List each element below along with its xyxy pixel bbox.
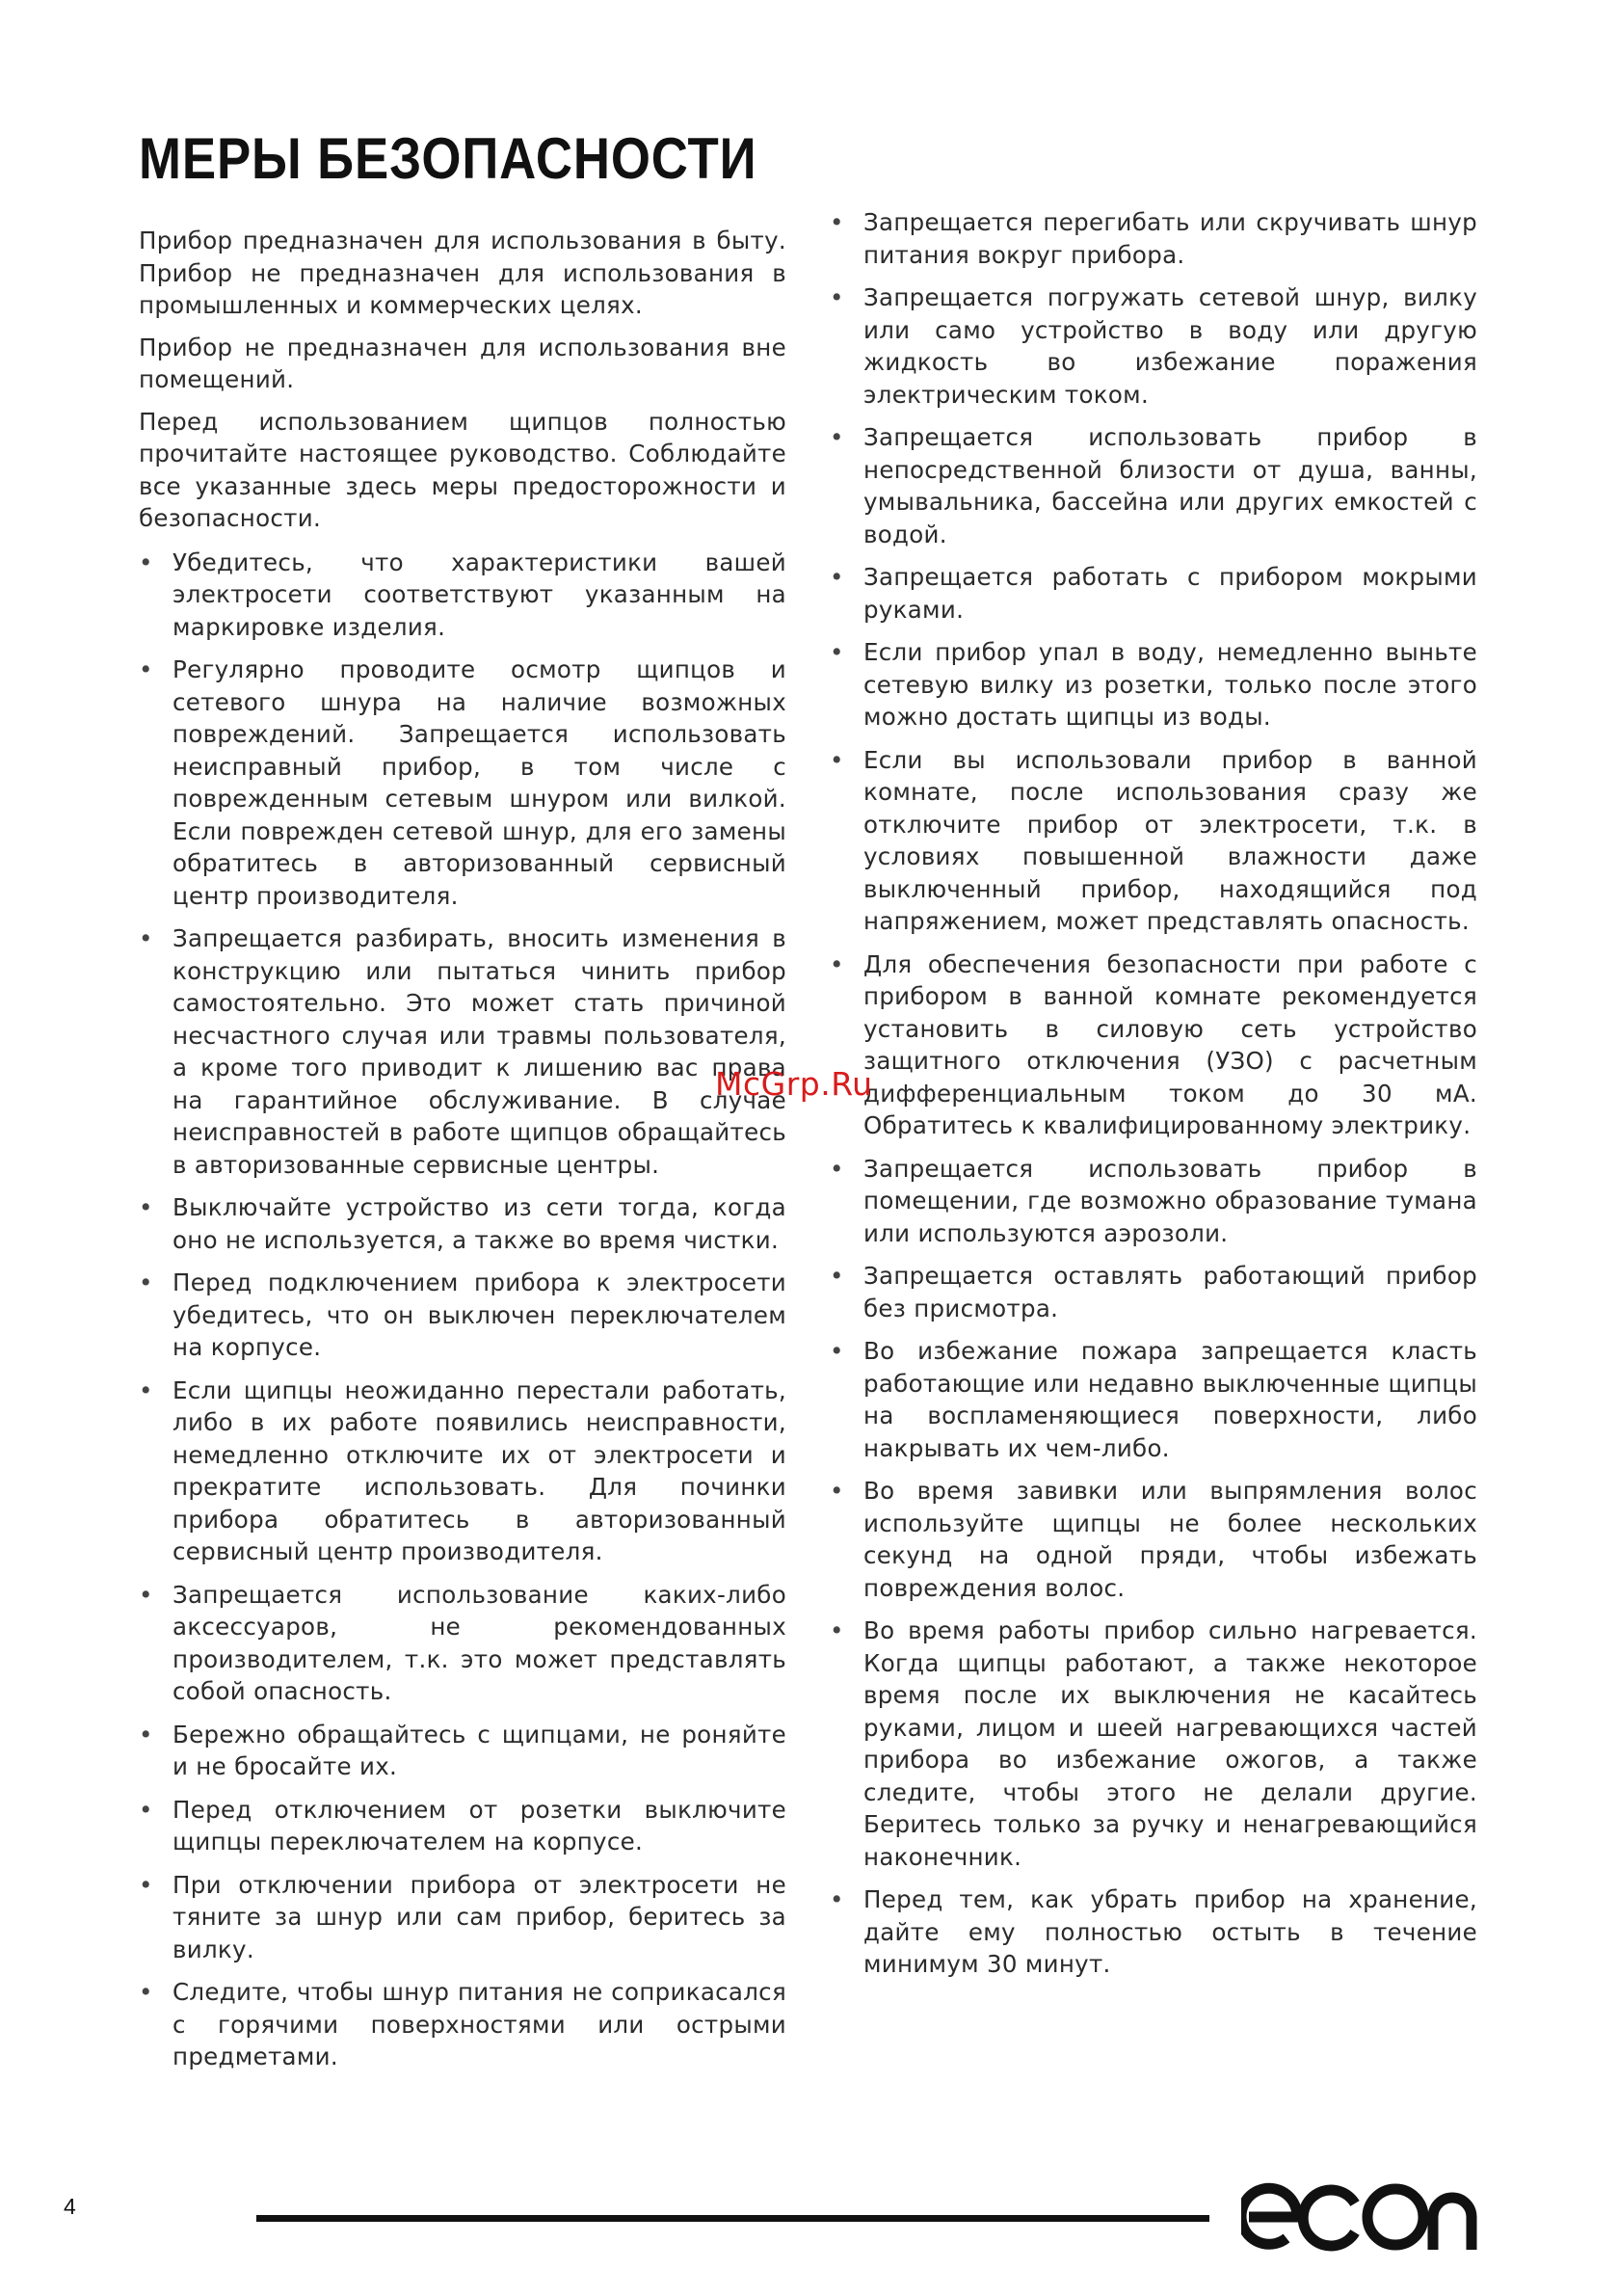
watermark: McGrp.Ru	[715, 1065, 873, 1103]
list-item: • Бережно обращайтесь с щипцами, не роняйте и не бросайте их.	[139, 1719, 786, 1783]
list-item: • Запрещается разбирать, вносить изменения в конструкцию или пытаться чинить прибор самостоятельно. Это может стать причиной несчастного случая или травмы пользователя, а кроме того приводит к лишению вас права на гарантийное обслуживание. В случае неисправностей в работе щипцов обращайтесь в авторизованные сервисные центры.	[139, 922, 786, 1181]
list-item: • Запрещается использовать прибор в помещении, где возможно образование тумана или используются аэрозоли.	[830, 1153, 1477, 1250]
list-item: • Во время работы прибор сильно нагревается. Когда щипцы работают, а также некоторое время после их выключения не касайтесь руками, лицом и шеей нагревающихся частей прибора во избежание ожогов, а также следите, чтобы этого не делали другие. Беритесь только за ручку и ненагревающийся наконечник.	[830, 1615, 1477, 1873]
intro-paragraph: Перед использованием щипцов полностью прочитайте настоящее руководство. Соблюдайте все указанные здесь меры предосторожности и безопасности.	[139, 407, 786, 532]
intro-paragraph: Прибор не предназначен для использования вне помещений.	[139, 333, 786, 393]
page-number: 4	[64, 2194, 76, 2219]
right-column	[830, 0, 1477, 1981]
intro-paragraph: Прибор предназначен для использования в быту. Прибор не предназначен для использования в промышленных и коммерческих целях.	[139, 227, 786, 319]
list-item: • Перед отключением от розетки выключите щипцы переключателем на корпусе.	[139, 1794, 786, 1858]
list-item: • Выключайте устройство из сети тогда, когда оно не используется, а также во время чистки.	[139, 1191, 786, 1256]
list-item: • Следите, чтобы шнур питания не соприкасался с горячими поверхностями или острыми предметами.	[139, 1976, 786, 2073]
list-item: • Если прибор упал в воду, немедленно выньте сетевую вилку из розетки, только после этого можно достать щипцы из воды.	[830, 636, 1477, 734]
list-item: • Во избежание пожара запрещается класть работающие или недавно выключенные щипцы на воспламеняющиеся поверхности, либо накрывать их чем-либо.	[830, 1335, 1477, 1464]
page-title: МЕРЫ БЕЗОПАСНОСТИ	[139, 126, 757, 191]
list-item: • Для обеспечения безопасности при работе с прибором в ванной комнате рекомендуется установить в силовую сеть устройство защитного отключения (УЗО) с расчетным дифференциальным током до 30 мА. Обратитесь к квалифицированному электрику.	[830, 948, 1477, 1142]
list-item: • Перед тем, как убрать прибор на хранение, дайте ему полностью остыть в течение минимум 30 минут.	[830, 1883, 1477, 1981]
list-item: • Во время завивки или выпрямления волос используйте щипцы не более нескольких секунд на одной пряди, чтобы избежать повреждения волос.	[830, 1475, 1477, 1604]
list-item: • Регулярно проводите осмотр щипцов и сетевого шнура на наличие возможных повреждений. Запрещается использовать неисправный прибор, в том числе с поврежденным сетевым шнуром или вилкой. Если поврежден сетевой шнур, для его замены обратитесь в авторизованный сервисный центр производителя.	[139, 654, 786, 912]
list-item: • Запрещается погружать сетевой шнур, вилку или само устройство в воду или другую жидкость во избежание поражения электрическим током.	[830, 281, 1477, 411]
brand-logo	[1241, 2180, 1478, 2254]
list-item: • Запрещается использовать прибор в непосредственной близости от душа, ванны, умывальника, бассейна или других емкостей с водой.	[830, 421, 1477, 550]
footer-divider	[256, 2215, 1209, 2222]
list-item: • Перед подключением прибора к электросети убедитесь, что он выключен переключателем на корпусе.	[139, 1267, 786, 1364]
left-column	[139, 0, 786, 2073]
safety-list-right	[830, 206, 1477, 1981]
list-item: • Если щипцы неожиданно перестали работать, либо в их работе появились неисправности, немедленно отключите их от электросети и прекратите использовать. Для починки прибора обратитесь в авторизованный сервисный центр производителя.	[139, 1375, 786, 1568]
safety-list-left	[139, 547, 786, 2073]
list-item: • Убедитесь, что характеристики вашей электросети соответствуют указанным на маркировке изделия.	[139, 547, 786, 644]
list-item: • Запрещается работать с прибором мокрыми руками.	[830, 561, 1477, 626]
list-item: • Запрещается перегибать или скручивать шнур питания вокруг прибора.	[830, 206, 1477, 271]
list-item: • При отключении прибора от электросети не тяните за шнур или сам прибор, беритесь за вилку.	[139, 1869, 786, 1966]
list-item: • Если вы использовали прибор в ванной комнате, после использования сразу же отключите прибор от электросети, т.к. в условиях повышенной влажности даже выключенный прибор, находящийся под напряжением, может представлять опасность.	[830, 744, 1477, 938]
list-item: • Запрещается использование каких-либо аксессуаров, не рекомендованных производителем, т.к. это может представлять собой опасность.	[139, 1579, 786, 1708]
list-item: • Запрещается оставлять работающий прибор без присмотра.	[830, 1260, 1477, 1324]
